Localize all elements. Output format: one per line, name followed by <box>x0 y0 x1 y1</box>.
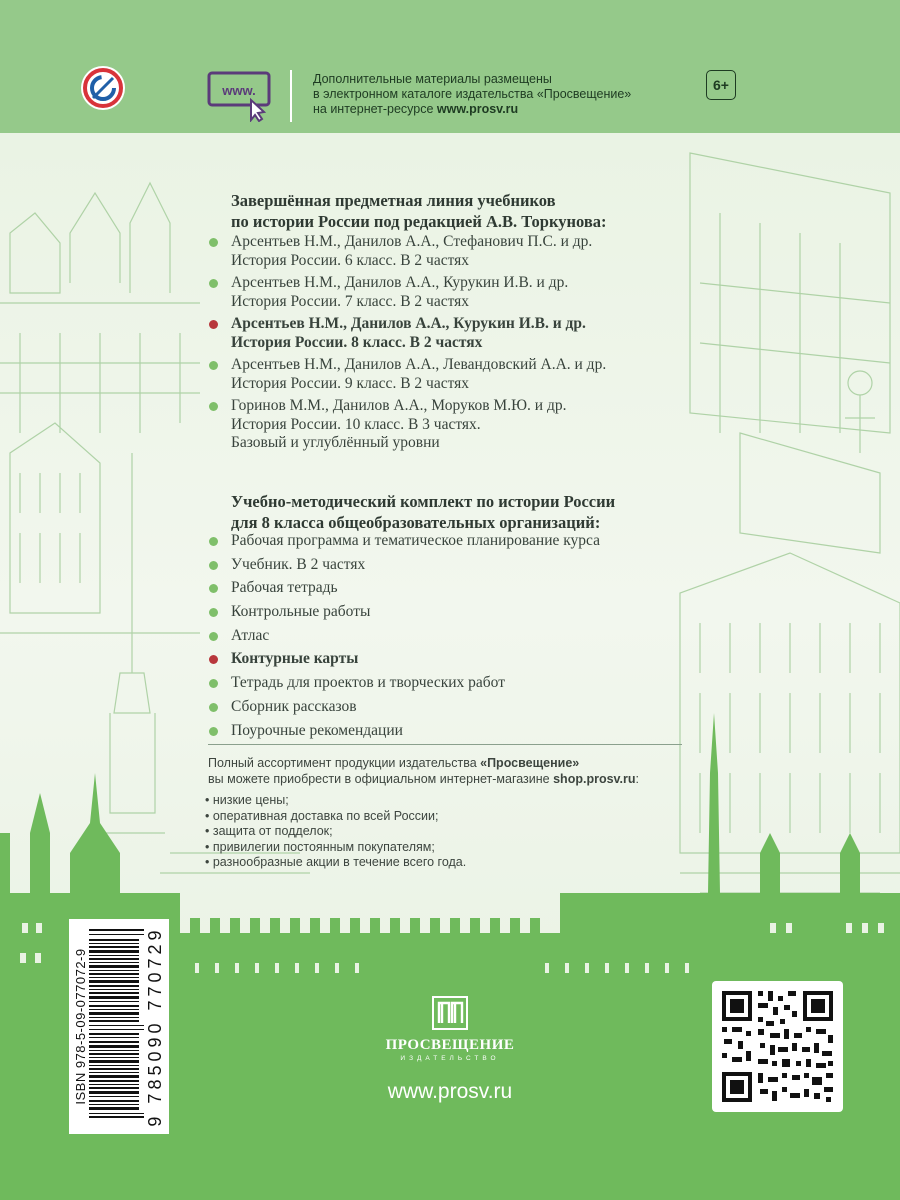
kit-item-label: Контурные карты <box>231 650 359 668</box>
promo-line-2-suffix: : <box>635 771 640 786</box>
perk-item: • оперативная доставка по всей России; <box>205 808 439 823</box>
header-band <box>0 0 900 133</box>
kit-item-label: Рабочая программа и тематическое планирование курса <box>231 532 601 549</box>
perk-item: • низкие цены; <box>205 793 289 807</box>
kit-item-label: Сборник рассказов <box>231 697 357 715</box>
perk-item: • привилегии постоянным покупателям; <box>205 839 435 854</box>
qr-code-icon <box>712 981 843 1112</box>
series-item-title: История России. 7 класс. В 2 частях <box>231 292 470 310</box>
promo-line-2-prefix: вы можете приобрести в официальном интернет-магазине <box>208 771 554 786</box>
isbn-digits: 9 785090 770729 <box>145 926 165 1127</box>
series-item-title: История России. 9 класс. В 2 частях <box>231 374 470 392</box>
page-body <box>0 133 900 1200</box>
series-heading-line-2: по истории России под редакцией А.В. Торкунова: <box>231 212 607 231</box>
publisher-subtitle: ИЗДАТЕЛЬСТВО <box>400 1055 500 1062</box>
info-line-2: в электронном каталоге издательства «Просвещение» <box>313 87 632 101</box>
age-rating-badge: 6+ <box>706 70 736 100</box>
kit-heading-line-2: для 8 класса общеобразовательных организаций: <box>231 513 601 532</box>
series-item-authors: Горинов М.М., Данилов А.А., Моруков М.Ю. и др. <box>231 397 567 414</box>
shop-link[interactable]: shop.prosv.ru <box>553 771 636 786</box>
kit-item-label: Тетрадь для проектов и творческих работ <box>231 674 506 692</box>
isbn-rotated <box>69 919 169 1134</box>
info-line-3-prefix: на интернет-ресурсе <box>313 102 437 116</box>
prosv-link[interactable]: www.prosv.ru <box>436 102 519 116</box>
kit-item-label: Контрольные работы <box>231 603 371 621</box>
kit-item-label: Атлас <box>231 626 270 644</box>
kit-item-label: Учебник. В 2 частях <box>231 555 366 573</box>
supplementary-info <box>313 72 673 117</box>
perk-item: • защита от подделок; <box>205 824 333 839</box>
qr-code[interactable] <box>712 981 843 1112</box>
series-item-level: Базовый и углублённый уровни <box>231 434 440 451</box>
publisher-website[interactable]: www.prosv.ru <box>387 1080 513 1103</box>
series-item-authors: Арсентьев Н.М., Данилов А.А., Курукин И.В. и др. <box>231 274 569 291</box>
publisher-name: ПРОСВЕЩЕНИЕ <box>385 1037 515 1053</box>
electronic-supplement-logo-icon <box>79 64 127 112</box>
www-label: www. <box>222 83 256 98</box>
series-item-title: История России. 8 класс. В 2 частях <box>231 333 483 351</box>
series-item-authors: Арсентьев Н.М., Данилов А.А., Стефанович П.С. и др. <box>231 233 593 250</box>
barcode-icon <box>89 928 144 1118</box>
series-item-authors: Арсентьев Н.М., Данилов А.А., Курукин И.В. и др. <box>231 315 586 332</box>
isbn-label: ISBN 978-5-09-077072-9 <box>73 948 88 1105</box>
info-line-3 <box>313 102 673 117</box>
series-item-title: История России. 10 класс. В 3 частях. <box>231 415 481 433</box>
kit-heading-line-1: Учебно-методический комплект по истории России <box>231 492 616 511</box>
kit-item-label: Поурочные рекомендации <box>231 721 403 739</box>
promo-brand: «Просвещение» <box>480 756 580 770</box>
footer <box>0 133 900 1200</box>
info-line-1: Дополнительные материалы размещены <box>313 72 552 86</box>
series-heading-line-1: Завершённая предметная линия учебников <box>231 191 556 210</box>
header-divider <box>290 70 292 122</box>
series-item-authors: Арсентьев Н.М., Данилов А.А., Левандовский А.А. и др. <box>231 356 607 373</box>
perk-item: • разнообразные акции в течение всего года. <box>205 855 467 870</box>
www-cursor-icon <box>207 70 273 122</box>
publisher-logo-icon <box>432 996 468 1030</box>
promo-line-1-prefix: Полный ассортимент продукции издательства <box>208 756 481 770</box>
kit-item-label: Рабочая тетрадь <box>231 579 338 597</box>
isbn-barcode <box>69 919 169 1134</box>
series-item-title: История России. 6 класс. В 2 частях <box>231 251 470 269</box>
